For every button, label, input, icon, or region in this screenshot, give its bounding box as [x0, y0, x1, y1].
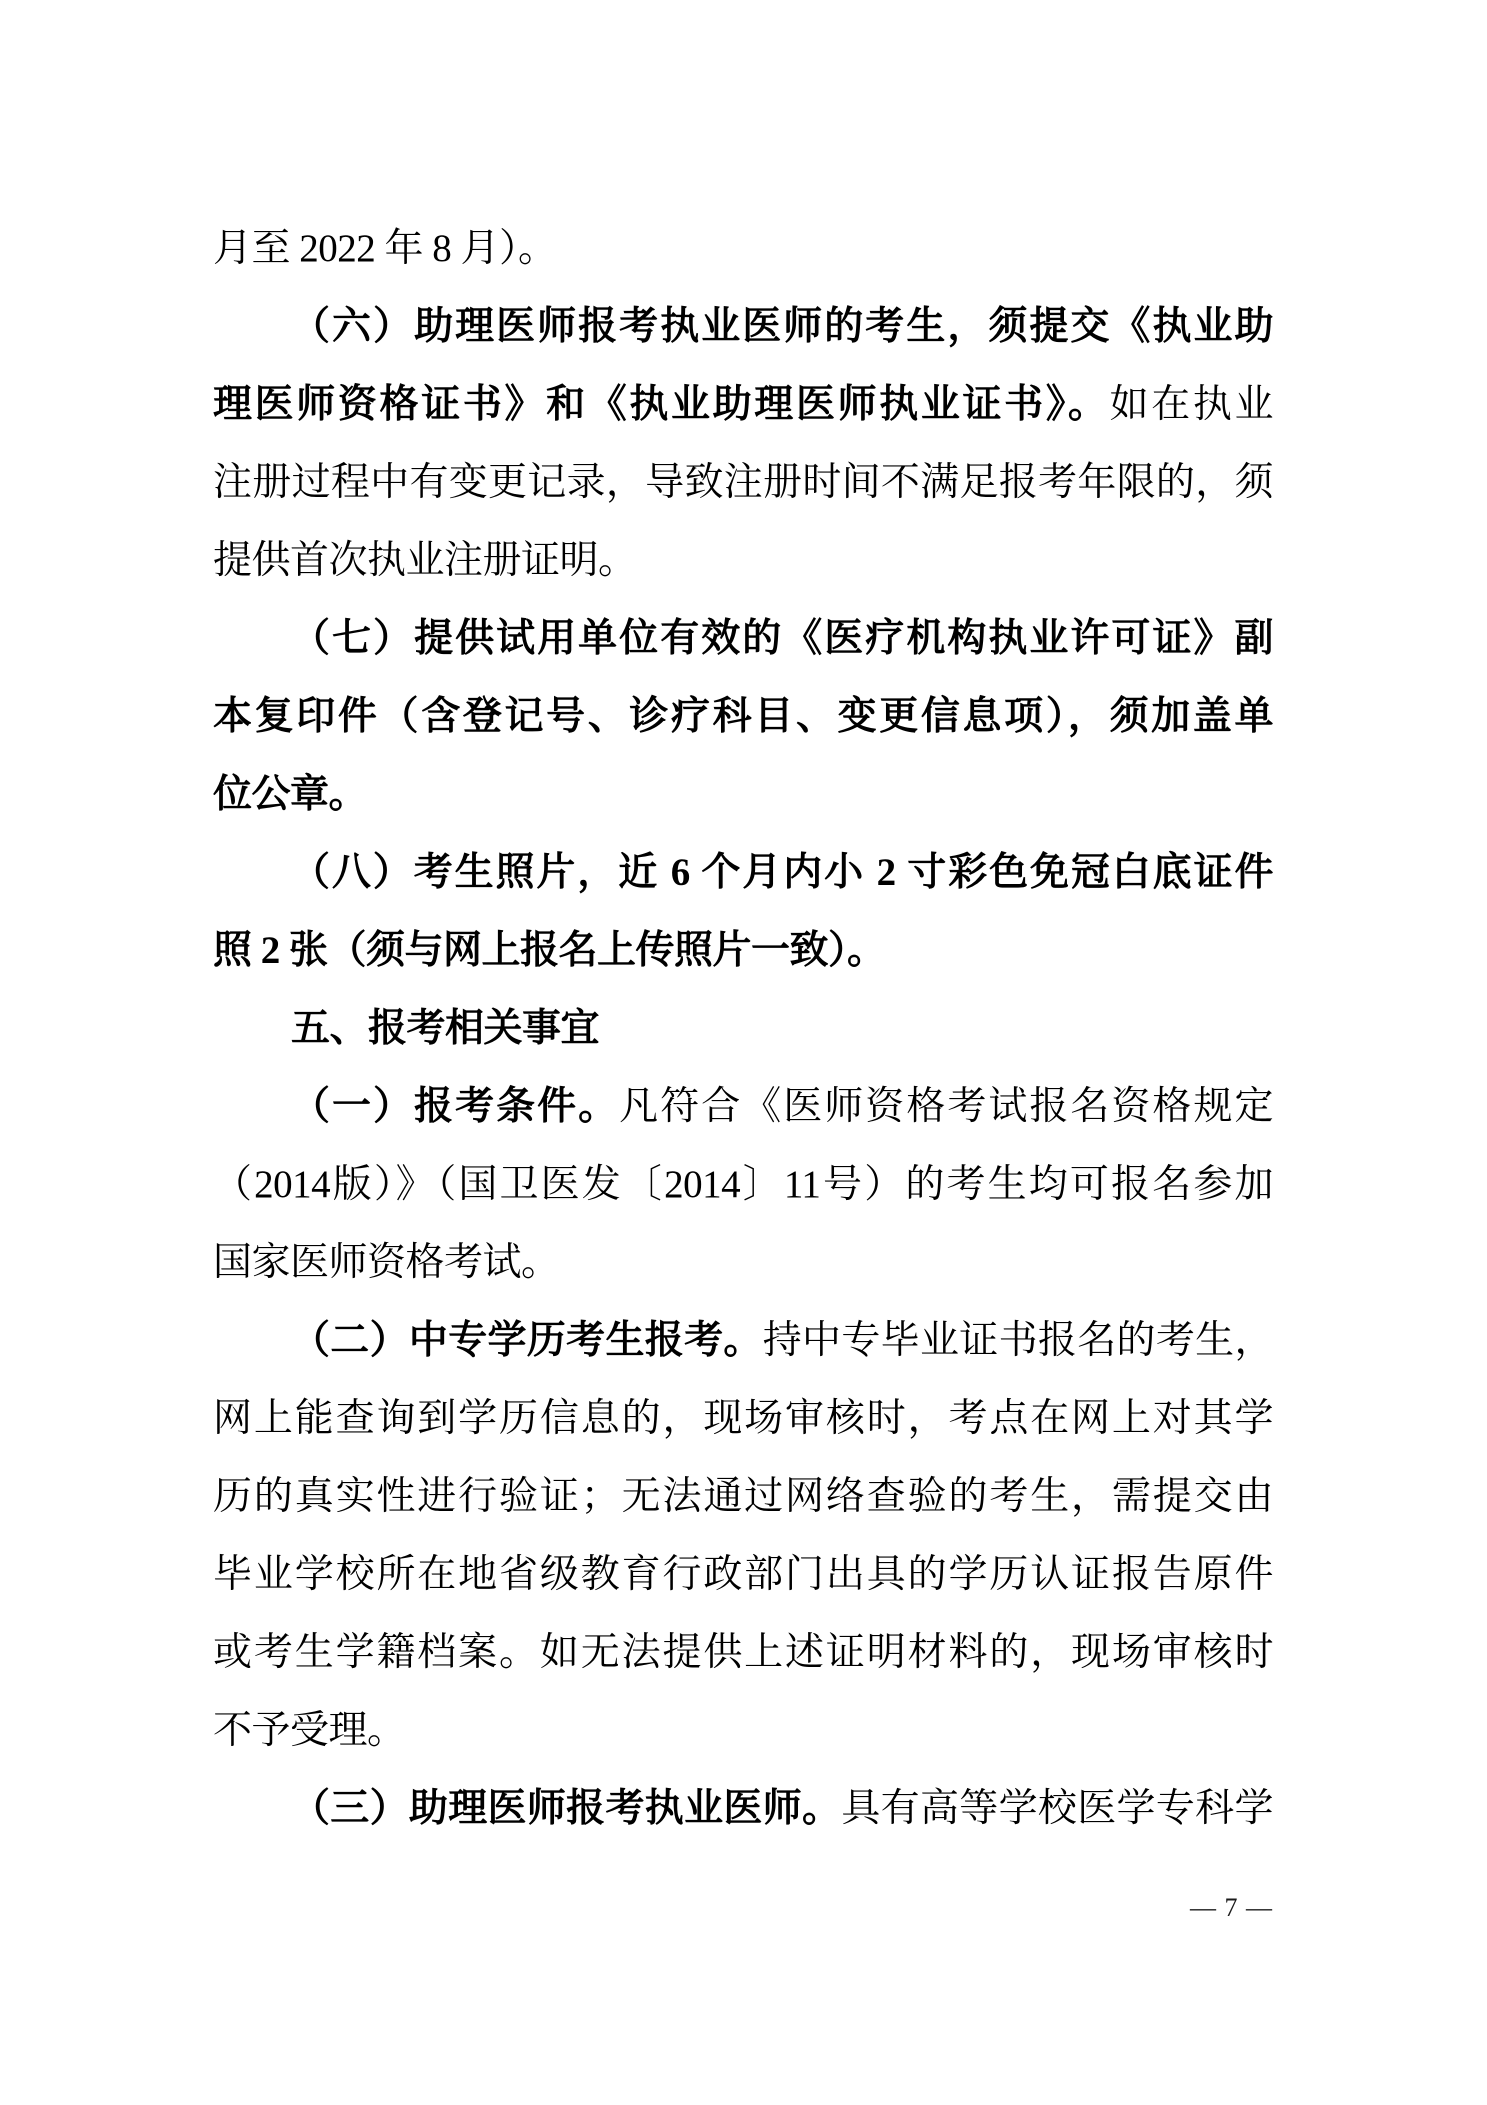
- text-line: [213, 990, 1273, 1068]
- text-line: [213, 1692, 1273, 1770]
- emphasis-text: 照 2 张（须与网上报名上传照片一致）。: [213, 929, 886, 972]
- text-line: [213, 834, 1273, 912]
- emphasis-text: （一）报考条件。: [291, 1085, 620, 1128]
- text-line: [213, 600, 1273, 678]
- body-text: 具有高等学校医学专科学: [841, 1787, 1273, 1830]
- body-text: 月至 2022 年 8 月）。: [213, 227, 557, 270]
- body-text: 网上能查询到学历信息的，现场审核时，考点在网上对其学: [213, 1397, 1273, 1440]
- text-line: [213, 1770, 1273, 1848]
- page-number: — 7 —: [1190, 1893, 1273, 1922]
- section-heading-text: 五、报考相关事宜: [291, 1007, 600, 1050]
- body-text: 或考生学籍档案。如无法提供上述证明材料的，现场审核时: [213, 1631, 1273, 1674]
- body-text: 国家医师资格考试。: [213, 1241, 560, 1284]
- body-text: 如在执业: [1109, 383, 1273, 426]
- body-text: 持中专毕业证书报名的考生，: [762, 1319, 1273, 1362]
- text-line: [213, 1614, 1273, 1692]
- text-line: [213, 522, 1273, 600]
- text-line: [213, 678, 1273, 756]
- text-line: [213, 1068, 1273, 1146]
- text-line: [213, 1224, 1273, 1302]
- text-line: [213, 288, 1273, 366]
- text-line: [213, 912, 1273, 990]
- body-text: 提供首次执业注册证明。: [213, 539, 637, 582]
- body-text: 注册过程中有变更记录，导致注册时间不满足报考年限的，须: [213, 461, 1273, 504]
- text-line: [213, 444, 1273, 522]
- emphasis-text: （八）考生照片，近 6 个月内小 2 寸彩色免冠白底证件: [291, 851, 1273, 894]
- body-text: 历的真实性进行验证；无法通过网络查验的考生，需提交由: [213, 1475, 1273, 1518]
- body-text: 凡符合《医师资格考试报名资格规定: [619, 1085, 1273, 1128]
- emphasis-text: （七）提供试用单位有效的《医疗机构执业许可证》副: [291, 617, 1273, 660]
- text-line: [213, 1146, 1273, 1224]
- body-text: 毕业学校所在地省级教育行政部门出具的学历认证报告原件: [213, 1553, 1273, 1596]
- body-text: 不予受理。: [213, 1709, 406, 1752]
- emphasis-text: （二）中专学历考生报考。: [291, 1319, 763, 1362]
- text-line: [213, 210, 1273, 288]
- emphasis-text: 位公章。: [213, 773, 368, 816]
- text-line: [213, 1458, 1273, 1536]
- emphasis-text: （三）助理医师报考执业医师。: [291, 1787, 842, 1830]
- text-line: [213, 1536, 1273, 1614]
- emphasis-text: 本复印件（含登记号、诊疗科目、变更信息项），须加盖单: [213, 695, 1273, 738]
- document-text-block: [213, 210, 1273, 1848]
- emphasis-text: （六）助理医师报考执业医师的考生，须提交《执业助: [291, 305, 1273, 348]
- text-line: [213, 756, 1273, 834]
- body-text: （2014版）》（国卫医发〔2014〕11号）的考生均可报名参加: [213, 1163, 1273, 1206]
- text-line: [213, 1302, 1273, 1380]
- emphasis-text: 理医师资格证书》和《执业助理医师执业证书》。: [213, 383, 1110, 426]
- text-line: [213, 366, 1273, 444]
- text-line: [213, 1380, 1273, 1458]
